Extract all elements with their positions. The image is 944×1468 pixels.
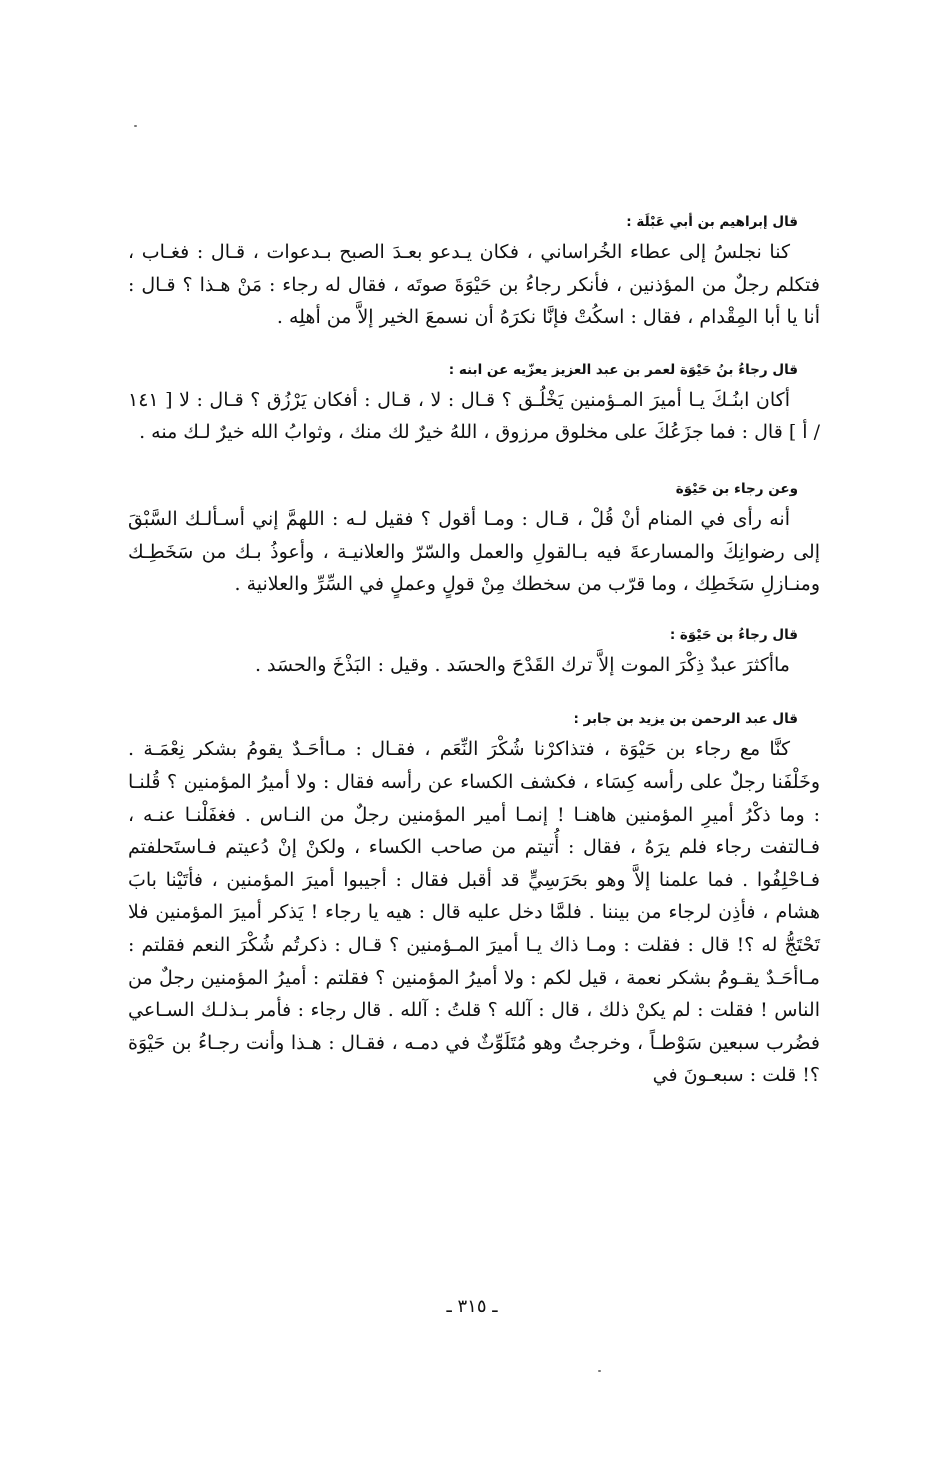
section-raja-dream: [128, 479, 820, 601]
section-ibrahim-ibn-abla: [128, 212, 820, 334]
section-raja-consolation: [128, 360, 820, 449]
section-paragraph: كنا نجلسُ إلى عطاء الخُراساني ، فكان يـدعو بعـدَ الصبح بـدعوات ، قـال : فغـاب ، فتكلم رجلٌ من المؤذنين ، فأنكر رجاءُ بن حَيْوَةَ صوتَه ، فقال له رجاء : مَنْ هـذا ؟ قـال : أنا يا أبا المِقْدام ، فقال : اسكُتْ فإنَّا نكرَهُ أن نسمعَ الخير إلاَّ من أهلِه .: [128, 241, 820, 329]
section-heading: قال رجاءُ بن حَيْوَة :: [669, 626, 798, 643]
section-abd-al-rahman: [128, 709, 820, 1092]
section-remembering-death: [128, 625, 820, 682]
section-paragraph: ماأكثرَ عبدٌ ذِكْرَ الموت إلاَّ ترك القَدْحَ والحسَد . وقيل : البَذْخَ والحسَد .: [254, 653, 790, 676]
scan-speck: [598, 1370, 601, 1372]
section-heading: قال رجاءُ بنُ حَيْوَة لعمر بن عبد العزيز يعزّيه عن ابنه :: [448, 361, 798, 378]
page-number: ـ ٣١٥ ـ: [446, 1296, 498, 1317]
section-paragraph: أنه رأى في المنام أنْ قُلْ ، قـال : ومـا أقول ؟ فقيل لـه : اللهمَّ إني أسـألـك السَّبْقَ إلى رضوانِكَ والمسارعةَ فيه بـالقولِ والعمل والسّرّ والعلانيـة ، وأعوذُ بـك من سَخَطِـك ومنـازلِ سَخَطِك ، وما قرّب من سخطك مِنْ قولٍ وعملٍ في السِّرِّ والعلانية .: [128, 507, 820, 596]
section-paragraph: كنَّا مع رجاء بن حَيْوَة ، فتذاكرْنا شُكْرَ النِّعَم ، فقـال : مـاأحَـدٌ يقومُ بشكر نِعْمَـة . وخَلْفَنا رجلٌ على رأسه كِسَاء ، فكشف الكساء عن رأسه فقال : ولا أميرُ المؤمنين ؟ قُلنـا : وما ذكْرُ أميرِ المؤمنين هاهنـا ! إنمـا أمير المؤمنين رجلٌ من النـاس . فغفَلْنـا عنـه ، فـالتفت رجاء فلم يرَهُ ، فقال : أُتيتم من صاحب الكساء ، ولكنْ إنْ دُعيتم فـاستَحلفتم فـاحْلِفُوا . فما علمنا إلاَّ وهو بحَرَسِيٍّ قد أقبل فقال : أجيبوا أميرَ المؤمنين ، فأتَيْنا بابَ هشام ، فأذِن لرجاء من بيننا . فلمَّا دخل عليه قال : هيه يا رجاء ! يَذكر أميرَ المؤمنين فلا تَحْتَجُّ له ؟! قال : فقلت : ومـا ذاك يـا أميرَ المـؤمنين ؟ قـال : ذكرتُم شُكْرَ النعم فقلتم : مـاأحَـدٌ يقـومُ بشكر نعمة ، قيل لكم : ولا أميرُ المؤمنين ؟ فقلتم : أميرُ المؤمنين رجلٌ من الناس ! فقلت : لم يكنْ ذلك ، قال : آلله ؟ قلتُ : آلله . قال رجاء : فأمر بـذلـك السـاعي فضُرب سبعين سَوْطـاً ، وخرجتُ وهو مُتَلَوِّثٌ في دمـه ، فقـال : هـذا وأنت رجـاءُ بن حَيْوَة ؟! قلت : سبعـونَ في: [128, 738, 820, 1087]
text-block: [128, 200, 820, 1092]
scan-speck: [134, 125, 137, 127]
section-heading: قال إبراهيم بن أبي عَبْلَة :: [626, 214, 798, 230]
section-heading: وعن رجاء بن حَيْوَة: [675, 480, 798, 497]
section-heading: قال عبد الرحمن بن يزيد بن جابر :: [573, 711, 798, 728]
section-paragraph: أكان ابنُـكَ يـا أميرَ المـؤمنين يَخْلُـق ؟ قـال : لا ، قـال : أفكان يَرْزُق ؟ قـال : لا [ ١٤١ / أ ] قال : فما جزَعُكَ على مخلوق مرزوق ، اللهُ خيرٌ لك منك ، وثوابُ الله خيرٌ لـك منه .: [128, 388, 820, 444]
